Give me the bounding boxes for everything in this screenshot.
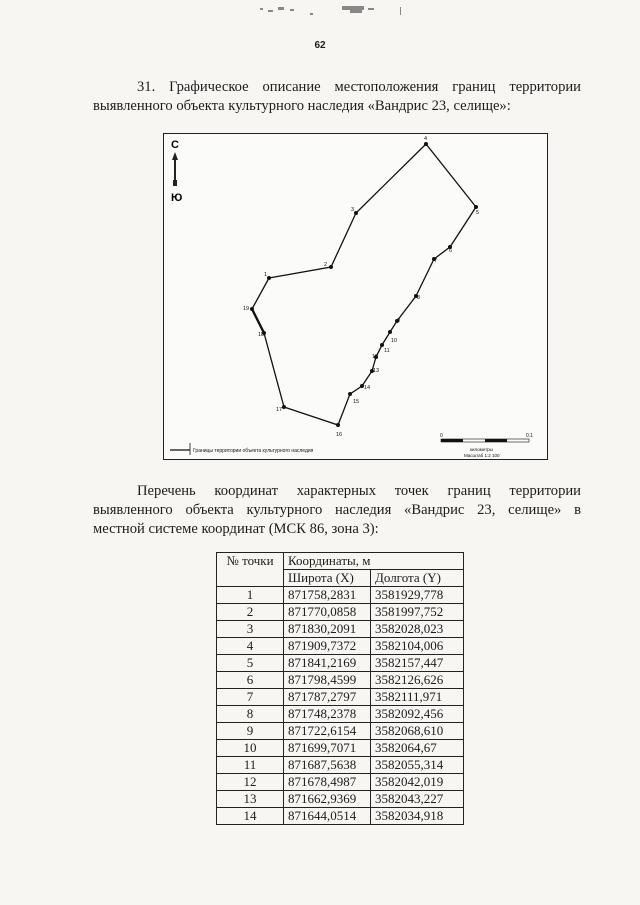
point-number-cell: 13 — [217, 791, 284, 808]
coordinates-table-body — [217, 587, 464, 825]
longitude-cell: 3581997,752 — [371, 604, 464, 621]
point-number-cell: 14 — [217, 808, 284, 825]
point-number-cell: 6 — [217, 672, 284, 689]
latitude-cell: 871687,5638 — [284, 757, 371, 774]
latitude-cell: 871841,2169 — [284, 655, 371, 672]
table-row — [217, 808, 464, 825]
vertex-label: 17 — [276, 407, 283, 413]
scale-end: 0.1 — [526, 433, 533, 439]
point-number-cell: 3 — [217, 621, 284, 638]
table-row — [217, 621, 464, 638]
header-coordinates: Координаты, м — [284, 553, 464, 570]
vertex — [336, 423, 340, 427]
table-row — [217, 791, 464, 808]
point-number-cell: 10 — [217, 740, 284, 757]
point-number-cell: 1 — [217, 587, 284, 604]
point-number-cell: 11 — [217, 757, 284, 774]
vertex — [267, 276, 271, 280]
table-row — [217, 672, 464, 689]
longitude-cell: 3582126,626 — [371, 672, 464, 689]
vertex — [474, 205, 478, 209]
latitude-cell: 871798,4599 — [284, 672, 371, 689]
scale-bar — [440, 433, 533, 458]
longitude-cell: 3582034,918 — [371, 808, 464, 825]
latitude-cell: 871662,9369 — [284, 791, 371, 808]
coordinates-table — [216, 552, 464, 825]
table-row — [217, 774, 464, 791]
vertex-label: 9 — [397, 318, 401, 324]
south-label: Ю — [171, 192, 183, 204]
vertex-label: 2 — [324, 262, 328, 268]
header-longitude: Долгота (Y) — [371, 570, 464, 587]
latitude-cell: 871699,7071 — [284, 740, 371, 757]
boundary-map-drawing — [164, 134, 549, 461]
vertex — [348, 392, 352, 396]
vertex — [282, 405, 286, 409]
north-arrow-icon — [171, 139, 182, 204]
point-number-cell: 9 — [217, 723, 284, 740]
table-row — [217, 723, 464, 740]
latitude-cell: 871830,2091 — [284, 621, 371, 638]
boundary-map — [163, 133, 548, 460]
longitude-cell: 3582042,019 — [371, 774, 464, 791]
latitude-cell: 871748,2378 — [284, 706, 371, 723]
longitude-cell: 3582092,456 — [371, 706, 464, 723]
vertex-label: 5 — [476, 210, 480, 216]
vertex-label: 19 — [243, 306, 250, 312]
longitude-cell: 3582043,227 — [371, 791, 464, 808]
intro-line-2: выявленного объекта культурного наследия «Вандрис 23, селище» в — [93, 502, 581, 518]
vertex — [388, 330, 392, 334]
longitude-cell: 3582104,006 — [371, 638, 464, 655]
table-row — [217, 587, 464, 604]
territory-boundary — [252, 144, 476, 425]
scale-unit: километры — [470, 447, 493, 452]
vertex-label: 7 — [434, 258, 438, 264]
vertex-label: 4 — [424, 136, 428, 142]
vertex-label: 13 — [373, 368, 380, 374]
vertex-label: 11 — [384, 348, 390, 354]
point-number-cell: 7 — [217, 689, 284, 706]
longitude-cell: 3582068,610 — [371, 723, 464, 740]
table-row — [217, 604, 464, 621]
vertex-label: 15 — [353, 399, 360, 405]
vertex — [424, 142, 428, 146]
longitude-cell: 3581929,778 — [371, 587, 464, 604]
table-row — [217, 638, 464, 655]
north-label: С — [171, 139, 179, 151]
vertex-label: 6 — [449, 248, 453, 254]
latitude-cell: 871787,2797 — [284, 689, 371, 706]
scale-zero: 0 — [440, 433, 443, 439]
page-number: 62 — [314, 40, 326, 51]
intro-line-3: местной системе координат (МСК 86, зона 3): — [93, 521, 379, 537]
latitude-cell: 871909,7372 — [284, 638, 371, 655]
longitude-cell: 3582157,447 — [371, 655, 464, 672]
vertex-label: 12 — [372, 354, 379, 360]
point-number-cell: 12 — [217, 774, 284, 791]
intro-line-1: Перечень координат характерных точек границ территории — [137, 483, 581, 499]
table-row — [217, 689, 464, 706]
point-number-cell: 8 — [217, 706, 284, 723]
latitude-cell: 871770,0858 — [284, 604, 371, 621]
heading-line-2: выявленного объекта культурного наследия «Вандрис 23, селище»: — [93, 98, 511, 114]
vertex-label: 3 — [351, 207, 355, 213]
vertex — [329, 265, 333, 269]
longitude-cell: 3582111,971 — [371, 689, 464, 706]
point-number-cell: 4 — [217, 638, 284, 655]
coordinates-intro — [93, 482, 581, 539]
longitude-cell: 3582064,67 — [371, 740, 464, 757]
table-row — [217, 655, 464, 672]
point-number-cell: 5 — [217, 655, 284, 672]
vertex — [250, 307, 254, 311]
header-latitude: Широта (X) — [284, 570, 371, 587]
section-heading — [93, 78, 581, 116]
scan-noise — [250, 4, 430, 18]
vertex-label: 10 — [391, 338, 398, 344]
vertex — [380, 343, 384, 347]
table-row — [217, 706, 464, 723]
latitude-cell: 871722,6154 — [284, 723, 371, 740]
latitude-cell: 871644,0514 — [284, 808, 371, 825]
map-legend — [170, 443, 314, 455]
latitude-cell: 871758,2831 — [284, 587, 371, 604]
legend-label: Границы территории объекта культурного наследия — [193, 448, 314, 454]
longitude-cell: 3582055,314 — [371, 757, 464, 774]
table-row — [217, 740, 464, 757]
header-point-number: № точки — [217, 553, 284, 587]
vertex-label: 18 — [258, 332, 265, 338]
vertex-label: 1 — [264, 272, 268, 278]
vertex-label: 8 — [417, 295, 421, 301]
vertex-label: 16 — [336, 432, 343, 438]
table-row — [217, 757, 464, 774]
scale-ratio: Масштаб 1:2 100 — [464, 453, 500, 458]
heading-line-1: 31. Графическое описание местоположения границ территории — [137, 79, 581, 95]
longitude-cell: 3582028,023 — [371, 621, 464, 638]
vertex — [354, 211, 358, 215]
point-number-cell: 2 — [217, 604, 284, 621]
vertex-label: 14 — [364, 385, 371, 391]
latitude-cell: 871678,4987 — [284, 774, 371, 791]
